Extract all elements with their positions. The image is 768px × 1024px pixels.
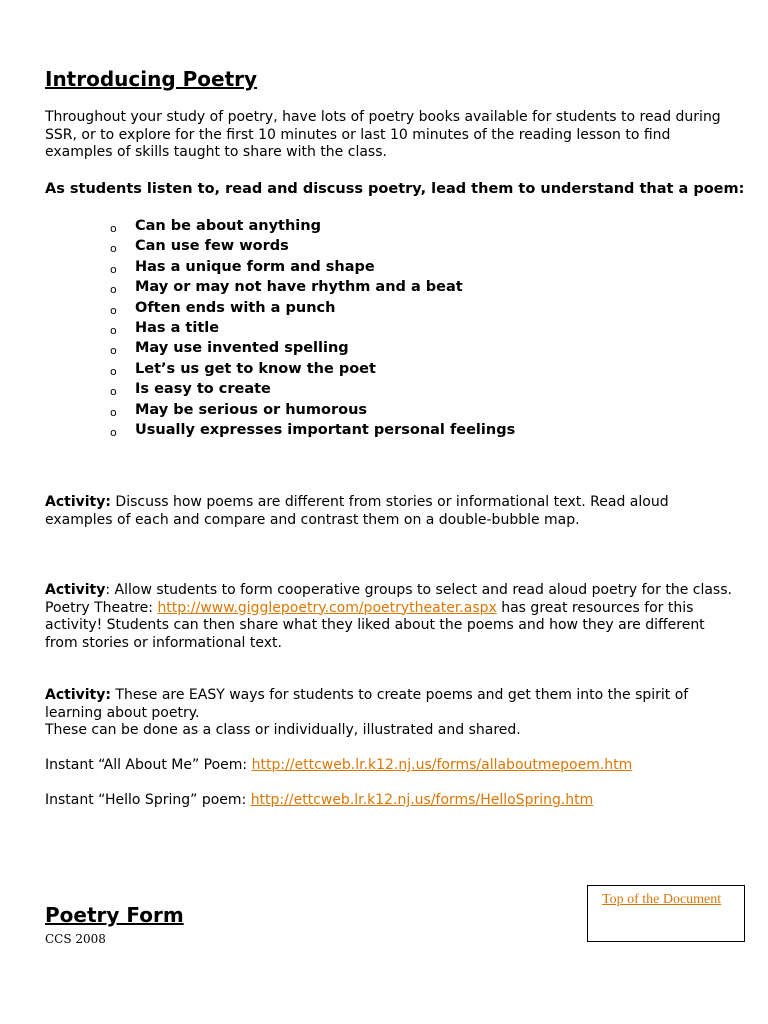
poem-trait-item xyxy=(110,400,515,420)
poem-trait-item xyxy=(110,420,515,440)
activity-2-paragraph xyxy=(45,582,735,652)
poem-trait-text: Has a title xyxy=(135,319,220,336)
page-title: Introducing Poetry xyxy=(45,67,258,91)
instant-all-about-me-label: Instant “All About Me” Poem: xyxy=(45,757,252,773)
instant-hello-spring xyxy=(45,792,735,810)
all-about-me-link[interactable]: http://ettcweb.lr.k12.nj.us/forms/allaboutmepoem.htm xyxy=(251,757,633,773)
top-of-document-box xyxy=(587,885,745,942)
poem-trait-item xyxy=(110,257,515,277)
activity-2-text: : Allow students to form cooperative groups to select and read aloud poetry for the class. Poetry Theatre: xyxy=(45,582,732,616)
poem-trait-text: Can be about anything xyxy=(135,218,321,234)
bullet-marker: o xyxy=(110,405,117,419)
poem-trait-item xyxy=(110,298,515,318)
bullet-marker: o xyxy=(110,222,117,235)
poetry-theatre-link[interactable]: http://www.gigglepoetry.com/poetrytheater.aspx xyxy=(157,599,497,616)
poem-trait-text: May be serious or humorous xyxy=(135,401,368,418)
activity-3-line-2: These can be done as a class or individually, illustrated and shared. xyxy=(45,722,521,738)
bullet-marker: o xyxy=(110,385,117,399)
footer-note: CCS 2008 xyxy=(45,932,106,946)
bullet-marker: o xyxy=(110,283,117,297)
top-of-document-link[interactable]: Top of the Document xyxy=(602,892,722,907)
bullet-marker: o xyxy=(110,262,117,276)
poem-trait-item xyxy=(110,359,515,379)
bullet-marker: o xyxy=(110,323,117,337)
bullet-marker: o xyxy=(110,344,117,358)
poem-trait-item xyxy=(110,338,515,358)
activity-3-paragraph xyxy=(45,687,735,740)
poem-traits-list xyxy=(110,216,515,440)
section-title-poetry-form: Poetry Form xyxy=(45,903,184,927)
poem-trait-item xyxy=(110,318,515,338)
hello-spring-link[interactable]: http://ettcweb.lr.k12.nj.us/forms/HelloSpring.htm xyxy=(250,792,594,808)
bullet-marker: o xyxy=(110,425,117,439)
poem-trait-item xyxy=(110,379,515,399)
poem-trait-text: Is easy to create xyxy=(135,381,271,398)
poem-trait-item xyxy=(110,277,515,297)
activity-1-text: Discuss how poems are different from stories or informational text. Read aloud examples of each and compare and contrast them on a double-bubble map. xyxy=(45,494,669,528)
poem-trait-text: Has a unique form and shape xyxy=(135,258,375,275)
poem-trait-text: Usually expresses important personal feelings xyxy=(135,421,516,438)
bullet-marker: o xyxy=(110,242,117,256)
poem-trait-item xyxy=(110,236,515,256)
instant-hello-spring-label: Instant “Hello Spring” poem: xyxy=(45,792,251,808)
poem-trait-text: Let’s us get to know the poet xyxy=(135,360,376,377)
intro-paragraph: Throughout your study of poetry, have lots of poetry books available for students to read during SSR, or to explore for the first 10 minutes or last 10 minutes of the reading lesson to find examples of skills taught to share with the class. xyxy=(45,109,721,160)
poem-trait-text: Often ends with a punch xyxy=(135,299,336,316)
lead-sentence: As students listen to, read and discuss poetry, lead them to understand that a poem: xyxy=(45,181,745,197)
activity-2-label: Activity xyxy=(45,582,106,598)
poem-trait-item xyxy=(110,216,515,236)
activity-3-text: These are EASY ways for students to create poems and get them into the spirit of learning about poetry. xyxy=(45,687,689,721)
instant-all-about-me xyxy=(45,757,735,775)
bullet-marker: o xyxy=(110,303,117,317)
poem-trait-text: Can use few words xyxy=(135,238,289,255)
activity-1-label: Activity: xyxy=(45,494,111,510)
poem-trait-text: May use invented spelling xyxy=(135,340,349,357)
activity-1-paragraph xyxy=(45,494,735,529)
activity-2-text-after: has great resources for this activity! Students can then share what they liked about the poems and how they are different from stories or informational text. xyxy=(45,599,705,651)
poem-trait-text: May or may not have rhythm and a beat xyxy=(135,279,463,296)
bullet-marker: o xyxy=(110,364,117,378)
activity-3-label: Activity: xyxy=(45,687,111,703)
